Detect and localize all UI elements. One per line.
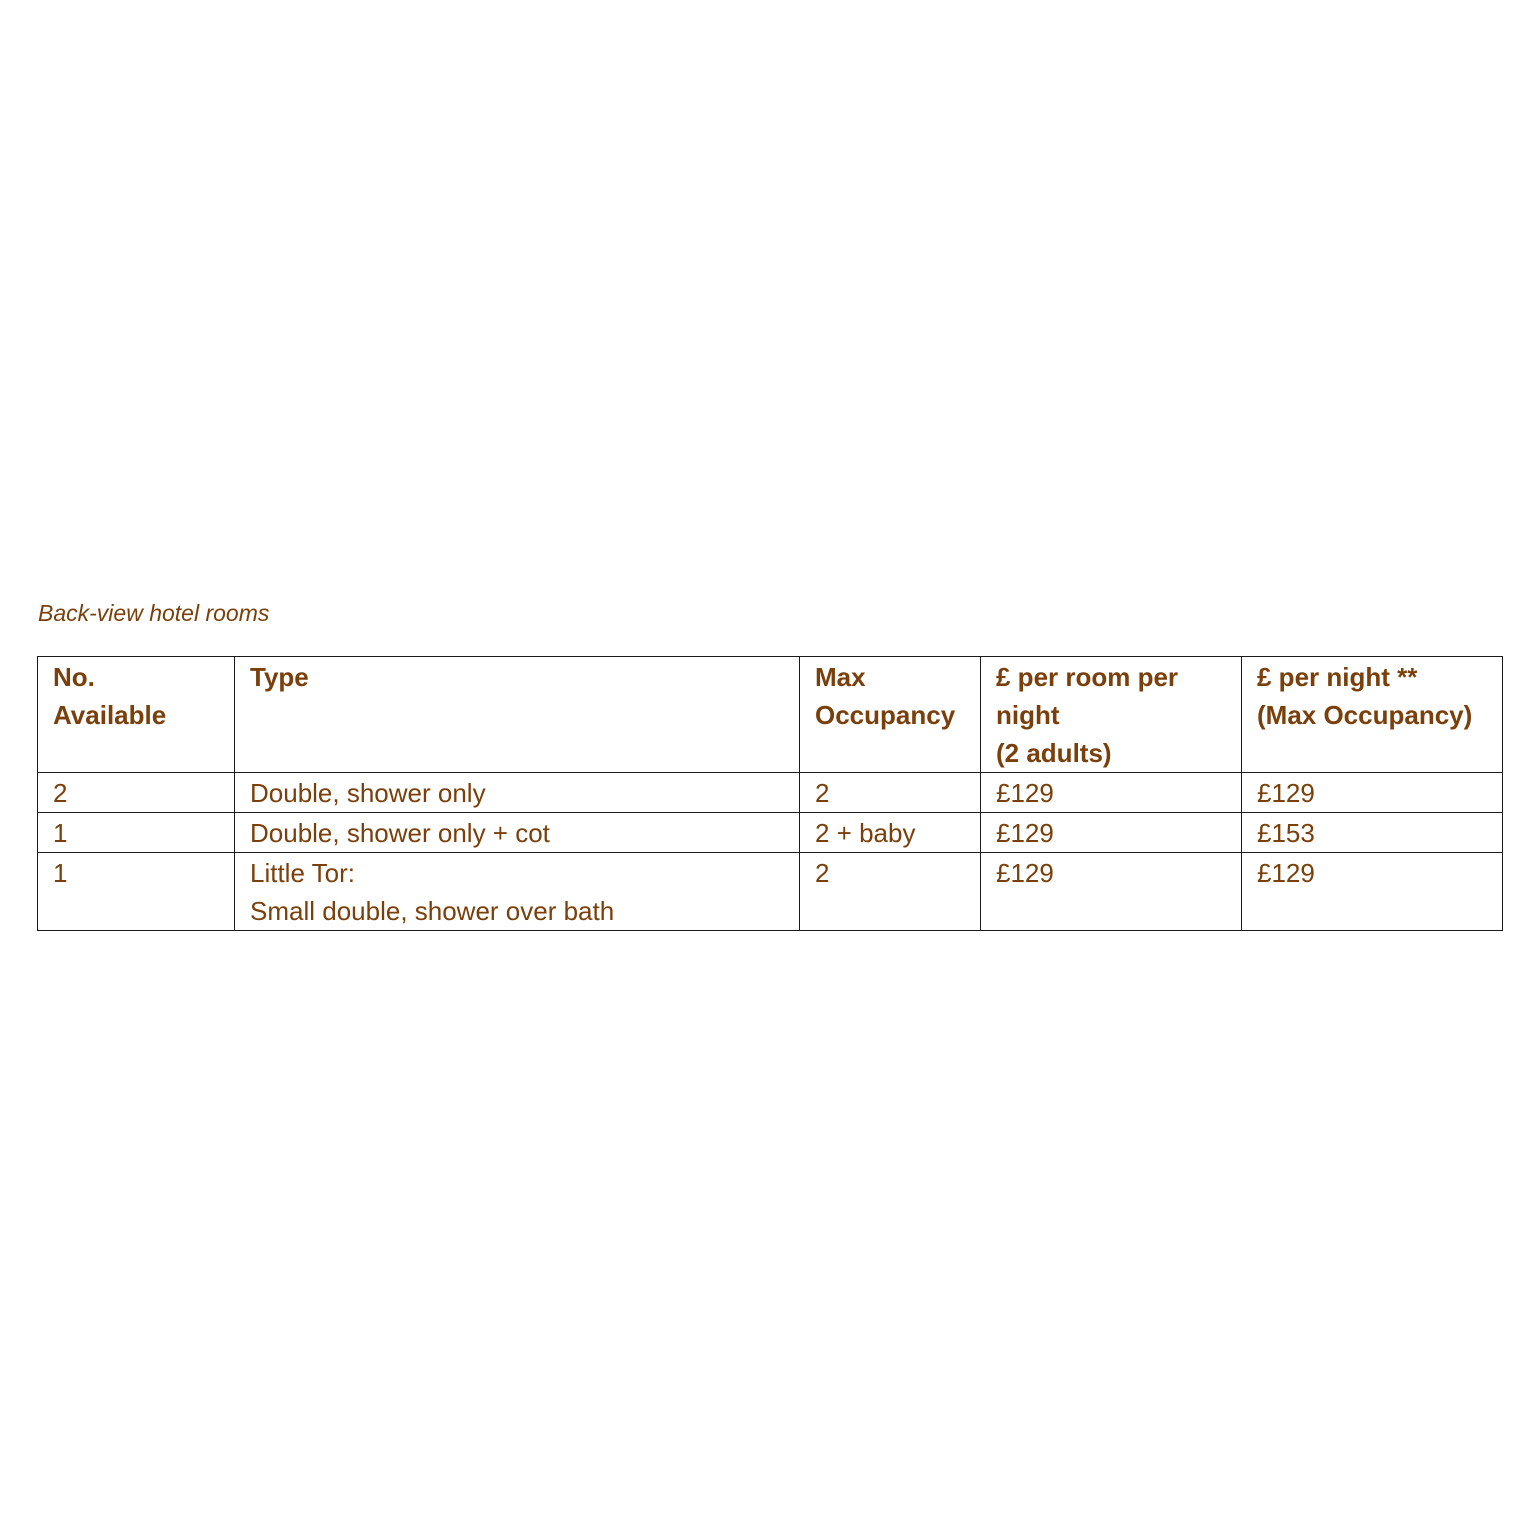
cell-max-occupancy: 2 bbox=[800, 853, 981, 931]
cell-price-max-occupancy: £129 bbox=[1242, 773, 1503, 813]
table-row bbox=[38, 813, 1503, 853]
header-price-max-occupancy: £ per night ** (Max Occupancy) bbox=[1242, 657, 1503, 773]
table-caption: Back-view hotel rooms bbox=[38, 600, 270, 626]
cell-type: Double, shower only + cot bbox=[235, 813, 800, 853]
cell-price-max-occupancy: £129 bbox=[1242, 853, 1503, 931]
cell-price-2-adults: £129 bbox=[981, 773, 1242, 813]
cell-max-occupancy: 2 + baby bbox=[800, 813, 981, 853]
header-price-per-room: £ per room per night (2 adults) bbox=[981, 657, 1242, 773]
cell-type: Little Tor: Small double, shower over bath bbox=[235, 853, 800, 931]
table-row bbox=[38, 853, 1503, 931]
rooms-table bbox=[37, 656, 1503, 931]
cell-price-2-adults: £129 bbox=[981, 813, 1242, 853]
cell-price-2-adults: £129 bbox=[981, 853, 1242, 931]
cell-available: 2 bbox=[38, 773, 235, 813]
cell-type: Double, shower only bbox=[235, 773, 800, 813]
cell-max-occupancy: 2 bbox=[800, 773, 981, 813]
header-max-occupancy: Max Occupancy bbox=[800, 657, 981, 773]
header-type: Type bbox=[235, 657, 800, 773]
cell-price-max-occupancy: £153 bbox=[1242, 813, 1503, 853]
header-no-available: No. Available bbox=[38, 657, 235, 773]
header-row bbox=[38, 657, 1503, 773]
cell-available: 1 bbox=[38, 813, 235, 853]
table-row bbox=[38, 773, 1503, 813]
cell-available: 1 bbox=[38, 853, 235, 931]
